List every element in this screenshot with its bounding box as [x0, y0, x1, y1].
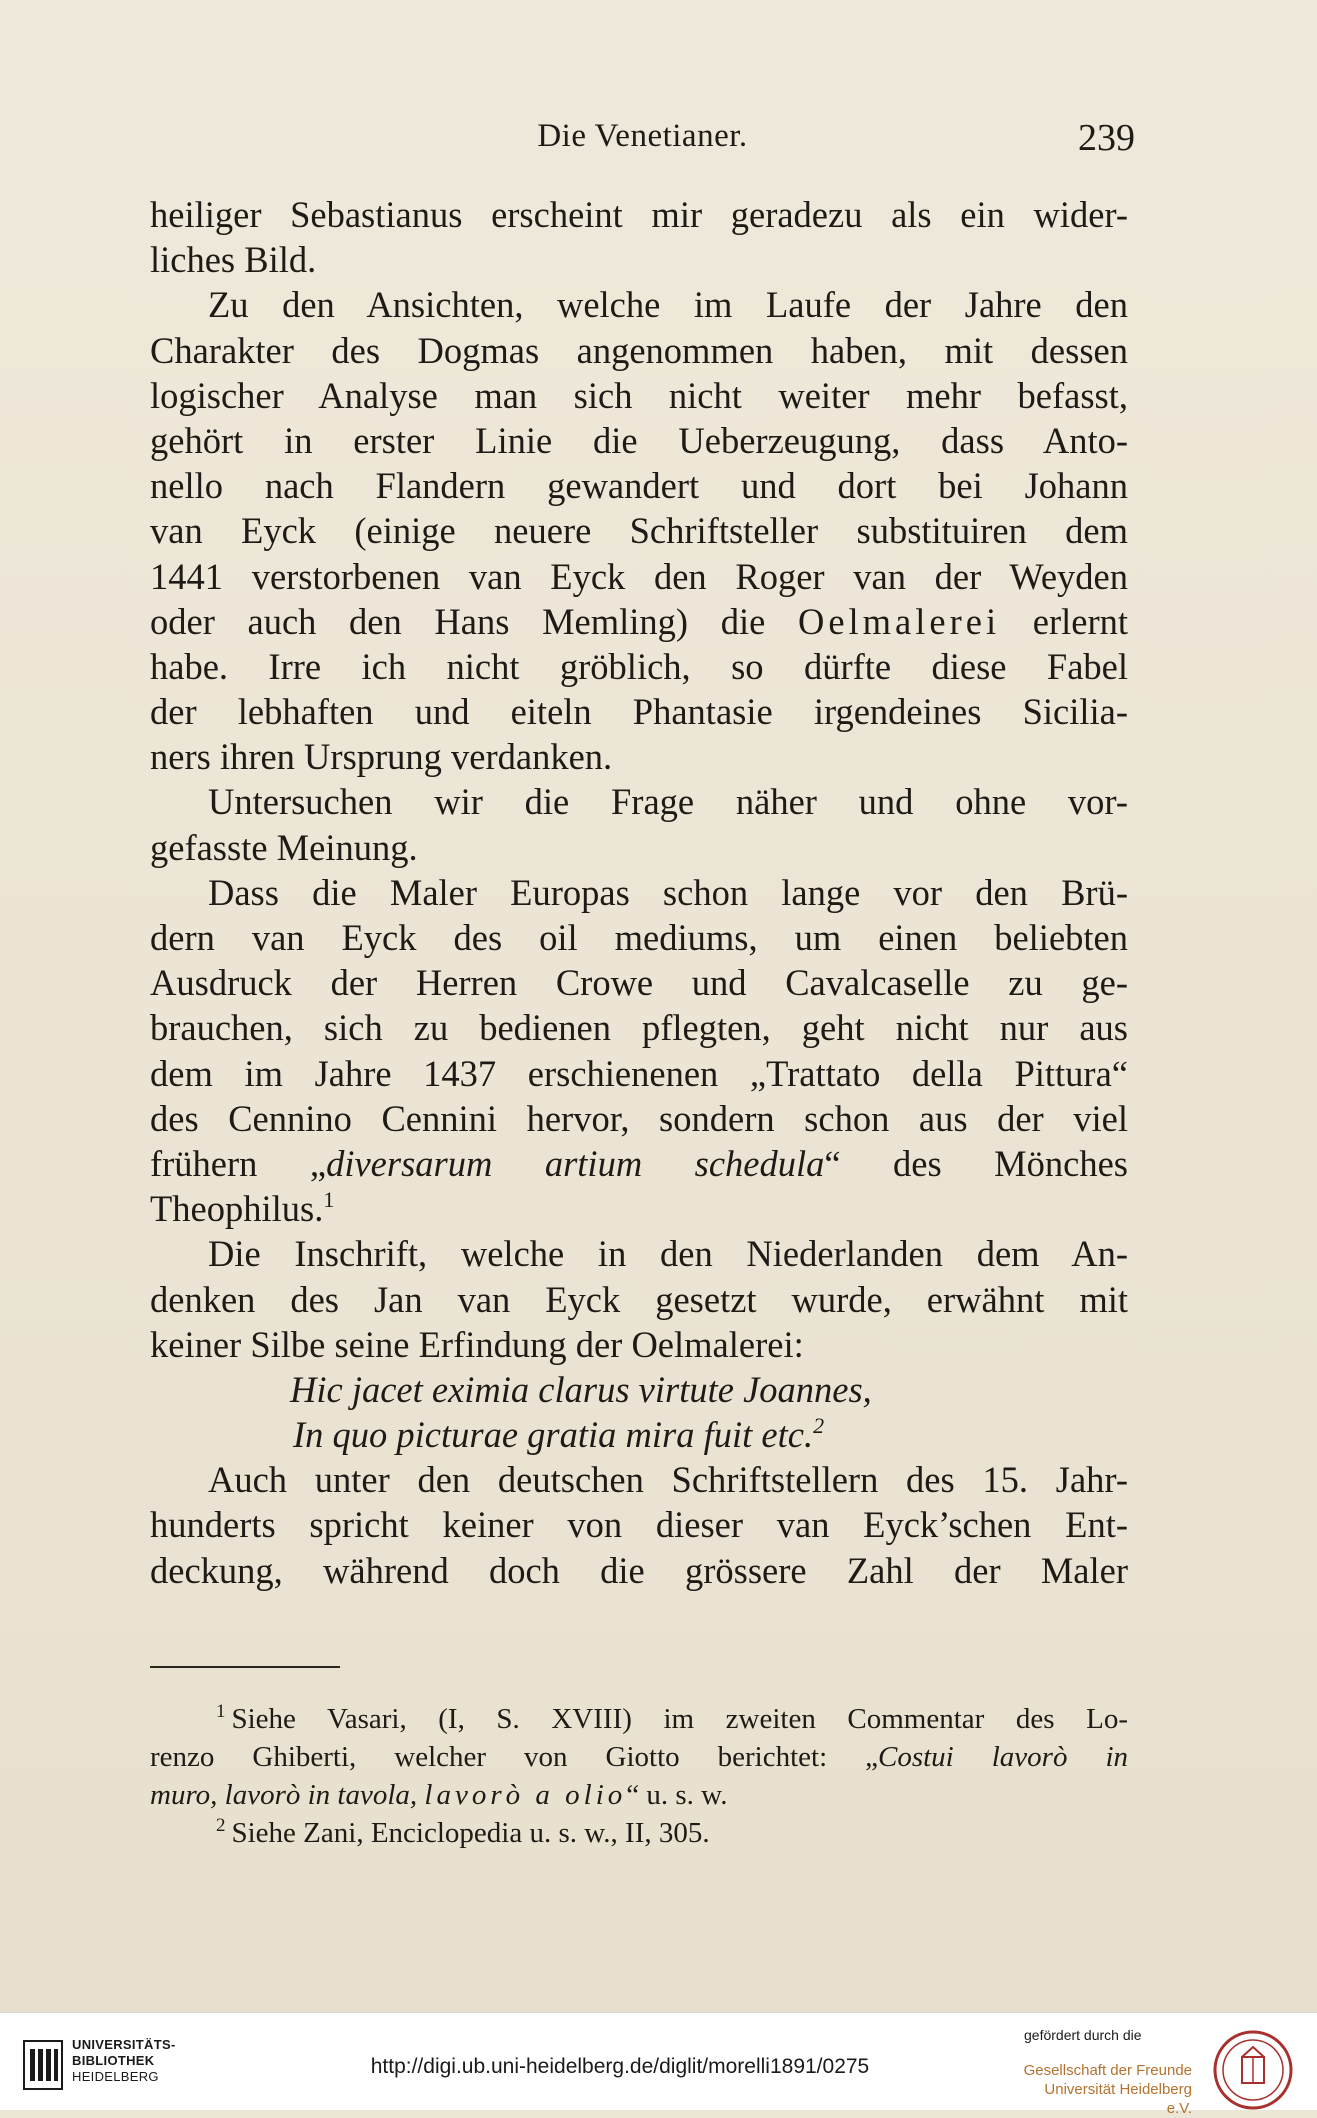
- library-name-line: BIBLIOTHEK: [72, 2053, 155, 2068]
- permalink-url[interactable]: http://digi.ub.uni-heidelberg.de/diglit/morelli1891/0275: [370, 2055, 870, 2078]
- text-segment: erlernt: [1032, 600, 1129, 642]
- footnote-ref: 1: [323, 1187, 335, 1213]
- text-line: Ausdruck der Herren Crowe und Cavalcaselle zu ge-: [150, 962, 1128, 1004]
- text-line: dern van Eyck des oil mediums, um einen beliebten: [150, 917, 1128, 958]
- society-name: [1016, 2061, 1192, 2118]
- text-segment: In quo picturae gratia mira fuit etc.: [293, 1414, 814, 1456]
- text-segment: “ u. s. w.: [626, 1779, 728, 1811]
- page-number: 239: [1078, 117, 1135, 159]
- text-line: ners ihren Ursprung verdanken.: [150, 736, 613, 778]
- verse-line: [150, 1412, 1128, 1457]
- italic-quote: muro, lavorò in tavola,: [150, 1779, 418, 1811]
- verse-line: Hic jacet eximia clarus virtute Joannes,: [290, 1368, 872, 1410]
- text-line: denken des Jan van Eyck gesetzt wurde, erwähnt mit: [150, 1278, 1128, 1320]
- text-line: [150, 1141, 1128, 1186]
- text-line: gefasste Meinung.: [150, 826, 418, 868]
- italic-quote: lavorò a olio: [424, 1779, 627, 1811]
- footnotes: [150, 1700, 1128, 1852]
- text-line: brauchen, sich zu bedienen pflegten, geht nicht nur aus: [150, 1007, 1128, 1049]
- text-line: 1441 verstorbenen van Eyck den Roger van der Weyden: [150, 555, 1128, 597]
- text-segment: oder auch den Hans Memling) die: [150, 600, 766, 642]
- footnote-line: [150, 1700, 1128, 1738]
- text-segment: Siehe Vasari, (I, S. XVIII) im zweiten Commentar des Lo-: [231, 1703, 1128, 1735]
- text-line: Die Inschrift, welche in den Niederlanden dem An-: [208, 1233, 1128, 1275]
- text-line: Charakter des Dogmas angenommen haben, mit dessen: [150, 329, 1128, 371]
- italic-title: diversarum artium schedula: [326, 1142, 825, 1184]
- text-line: [150, 1186, 1128, 1231]
- funded-by-label: gefördert durch die: [1024, 2027, 1142, 2043]
- text-segment: “ des Mönches: [824, 1142, 1128, 1184]
- text-segment: Theophilus.: [150, 1188, 324, 1230]
- text-line: deckung, während doch die grössere Zahl der Maler: [150, 1549, 1128, 1591]
- text-segment: renzo Ghiberti, welcher von Giotto berichtet: „: [150, 1741, 878, 1773]
- society-name-line: Gesellschaft der Freunde: [1023, 2062, 1192, 2079]
- main-text: [150, 192, 1128, 1593]
- text-line: liches Bild.: [150, 239, 317, 281]
- text-line: hunderts spricht keiner von dieser van Eyck’schen Ent-: [150, 1504, 1128, 1546]
- text-line: Auch unter den deutschen Schriftstellern des 15. Jahr-: [208, 1459, 1128, 1501]
- page-header: [150, 118, 1135, 168]
- emphasized-word: Oelmalerei: [797, 600, 1001, 642]
- text-line: van Eyck (einige neuere Schriftsteller substituiren dem: [150, 510, 1128, 552]
- text-line: heiliger Sebastianus erscheint mir geradezu als ein wider-: [150, 194, 1128, 235]
- italic-quote: Costui lavorò in: [878, 1741, 1128, 1773]
- viewer-footer: [0, 2012, 1317, 2117]
- society-name-line: Universität Heidelberg e.V.: [1044, 2081, 1192, 2117]
- text-segment: frühern „: [150, 1142, 327, 1184]
- text-line: gehört in erster Linie die Ueberzeugung, dass Anto-: [150, 419, 1128, 461]
- library-logo-icon: [22, 2035, 64, 2095]
- university-seal-icon: [1212, 2029, 1294, 2111]
- library-name-line: HEIDELBERG: [72, 2069, 159, 2084]
- text-line: nello nach Flandern gewandert und dort bei Johann: [150, 465, 1128, 507]
- text-line: keiner Silbe seine Erfindung der Oelmalerei:: [150, 1323, 804, 1365]
- text-line: Dass die Maler Europas schon lange vor den Brü-: [208, 871, 1128, 913]
- library-name: [72, 2037, 176, 2085]
- text-line: des Cennino Cennini hervor, sondern schon aus der viel: [150, 1097, 1128, 1139]
- footnote-line: [150, 1738, 1128, 1776]
- footnote-marker: 2: [216, 1815, 226, 1836]
- text-line: Zu den Ansichten, welche im Laufe der Jahre den: [208, 284, 1128, 326]
- text-line: logischer Analyse man sich nicht weiter mehr befasst,: [150, 374, 1128, 416]
- footnote-line: [150, 1776, 1128, 1814]
- footnote-ref: 2: [813, 1413, 825, 1439]
- footnote-line: [150, 1814, 1128, 1852]
- text-line: habe. Irre ich nicht gröblich, so dürfte diese Fabel: [150, 645, 1128, 687]
- text-line: Untersuchen wir die Frage näher und ohne vor-: [208, 781, 1128, 823]
- footnote-marker: 1: [216, 1701, 226, 1722]
- running-title: Die Venetianer.: [537, 118, 748, 154]
- text-line: der lebhaften und eiteln Phantasie irgendeines Sicilia-: [150, 691, 1128, 733]
- text-line: [150, 599, 1128, 644]
- text-line: dem im Jahre 1437 erschienenen „Trattato della Pittura“: [150, 1052, 1128, 1094]
- footnote-divider: [150, 1666, 340, 1668]
- library-name-line: UNIVERSITÄTS-: [72, 2037, 176, 2052]
- text-segment: Siehe Zani, Enciclopedia u. s. w., II, 305.: [231, 1817, 710, 1849]
